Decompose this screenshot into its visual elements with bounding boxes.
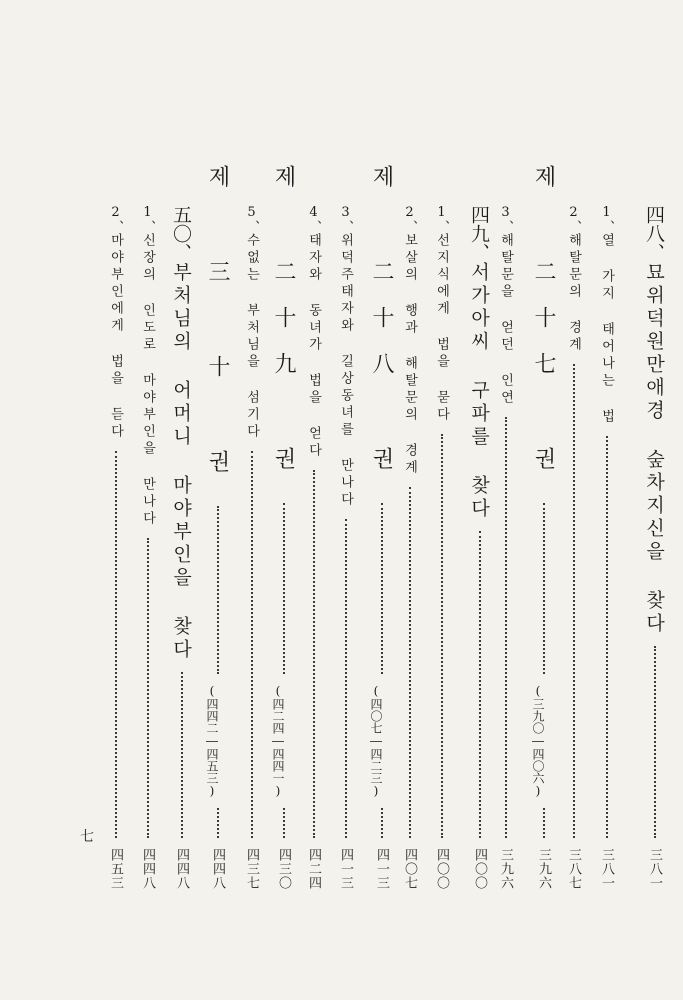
entry-title: 신장의 인도로 마야부인을 만나다 xyxy=(140,233,155,528)
entry-page: 三八七 xyxy=(566,848,581,890)
entry-title: 해탈문의 경계 xyxy=(566,233,581,354)
toc-entry xyxy=(400,205,419,890)
dot-leader xyxy=(543,503,545,674)
dot-leader xyxy=(409,487,411,838)
entry-title: 제 二十九 권 xyxy=(271,165,296,493)
entry-number: 四八、 xyxy=(643,205,665,262)
entry-title: 서가아씨 구파를 찾다 xyxy=(468,262,490,521)
entry-number: 2、 xyxy=(402,205,417,233)
dot-leader xyxy=(217,506,219,674)
toc-entry xyxy=(242,205,261,890)
toc-entry xyxy=(528,165,559,890)
entry-number: 4、 xyxy=(306,205,321,233)
entry-page: 四一三 xyxy=(338,848,353,890)
entry-page: 四二四 xyxy=(306,848,321,890)
dot-leader xyxy=(217,808,219,838)
toc-entry xyxy=(336,205,355,890)
entry-title: 제 三 十 권 xyxy=(205,165,230,496)
toc-entry xyxy=(641,205,668,890)
toc-entry xyxy=(268,165,299,890)
toc-entry xyxy=(304,205,323,890)
dot-leader xyxy=(606,436,608,838)
dot-leader xyxy=(505,417,507,838)
entry-title: 열 가지 태어나는 법 xyxy=(599,233,614,426)
entry-number: 3、 xyxy=(338,205,353,233)
entry-page: 三八一 xyxy=(599,848,614,890)
entry-number: 2、 xyxy=(566,205,581,233)
dot-leader xyxy=(654,646,656,838)
entry-page: 四四八 xyxy=(210,848,225,890)
entry-number: 5、 xyxy=(244,205,259,233)
dot-leader xyxy=(543,808,545,838)
dot-leader xyxy=(573,364,575,838)
dot-leader xyxy=(313,470,315,838)
entry-number: 1、 xyxy=(434,205,449,233)
entry-page: 四四八 xyxy=(174,848,189,890)
dot-leader xyxy=(381,808,383,838)
entry-title: 수없는 부처님을 섬기다 xyxy=(244,233,259,441)
toc-entry xyxy=(106,205,125,890)
page-range: (三九〇―四〇六) xyxy=(531,684,545,798)
toc-entry xyxy=(138,205,157,890)
entry-title: 태자와 동녀가 법을 얻다 xyxy=(306,233,321,460)
entry-page: 三九六 xyxy=(536,848,551,890)
entry-page: 四〇〇 xyxy=(472,848,487,890)
dot-leader xyxy=(251,451,253,838)
dot-leader xyxy=(115,451,117,838)
entry-page: 三九六 xyxy=(498,848,513,890)
entry-number: 四九、 xyxy=(468,205,490,262)
entry-title: 위덕주태자와 길상동녀를 만나다 xyxy=(338,233,353,509)
dot-leader xyxy=(479,531,481,838)
entry-title: 묘위덕원만애경 숲차지신을 찾다 xyxy=(643,262,665,636)
entry-number: 2、 xyxy=(108,205,123,233)
entry-page: 四三七 xyxy=(244,848,259,890)
dot-leader xyxy=(181,672,183,838)
toc-entry xyxy=(432,205,451,890)
entry-title: 제 二十八 권 xyxy=(369,165,394,493)
entry-title: 해탈문을 얻던 인연 xyxy=(498,233,513,407)
dot-leader xyxy=(283,808,285,838)
entry-title: 제 二十七 권 xyxy=(531,165,556,493)
entry-title: 부처님의 어머니 마야부인을 찾다 xyxy=(170,262,192,662)
entry-page: 四一三 xyxy=(374,848,389,890)
dot-leader xyxy=(283,503,285,674)
page-range: (四〇七―四二三) xyxy=(369,684,383,798)
entry-page: 四〇〇 xyxy=(434,848,449,890)
dot-leader xyxy=(345,519,347,838)
dot-leader xyxy=(381,503,383,674)
page-range: (四二四―四四一) xyxy=(271,684,285,798)
entry-page: 四〇七 xyxy=(402,848,417,890)
toc-entry xyxy=(168,205,195,890)
toc-entry xyxy=(496,205,515,890)
entry-page: 四四八 xyxy=(140,848,155,890)
toc-entry xyxy=(597,205,616,890)
toc-entry xyxy=(366,165,397,890)
page-number: 七 xyxy=(80,829,94,845)
dot-leader xyxy=(441,434,443,838)
entry-number: 五〇、 xyxy=(170,205,192,262)
entry-page: 四三〇 xyxy=(276,848,291,890)
dot-leader xyxy=(147,538,149,838)
entry-number: 3、 xyxy=(498,205,513,233)
entry-title: 보살의 행과 해탈문의 경계 xyxy=(402,233,417,477)
toc-entry xyxy=(202,165,233,890)
entry-number: 1、 xyxy=(599,205,614,233)
entry-title: 마야부인에게 법을 듣다 xyxy=(108,233,123,441)
entry-page: 四五三 xyxy=(108,848,123,890)
toc-entry xyxy=(564,205,583,890)
entry-title: 선지식에게 법을 묻다 xyxy=(434,233,449,424)
entry-page: 三八一 xyxy=(647,848,662,890)
entry-number: 1、 xyxy=(140,205,155,233)
toc-entry xyxy=(466,205,493,890)
page-range: (四四二―四五三) xyxy=(205,684,219,798)
